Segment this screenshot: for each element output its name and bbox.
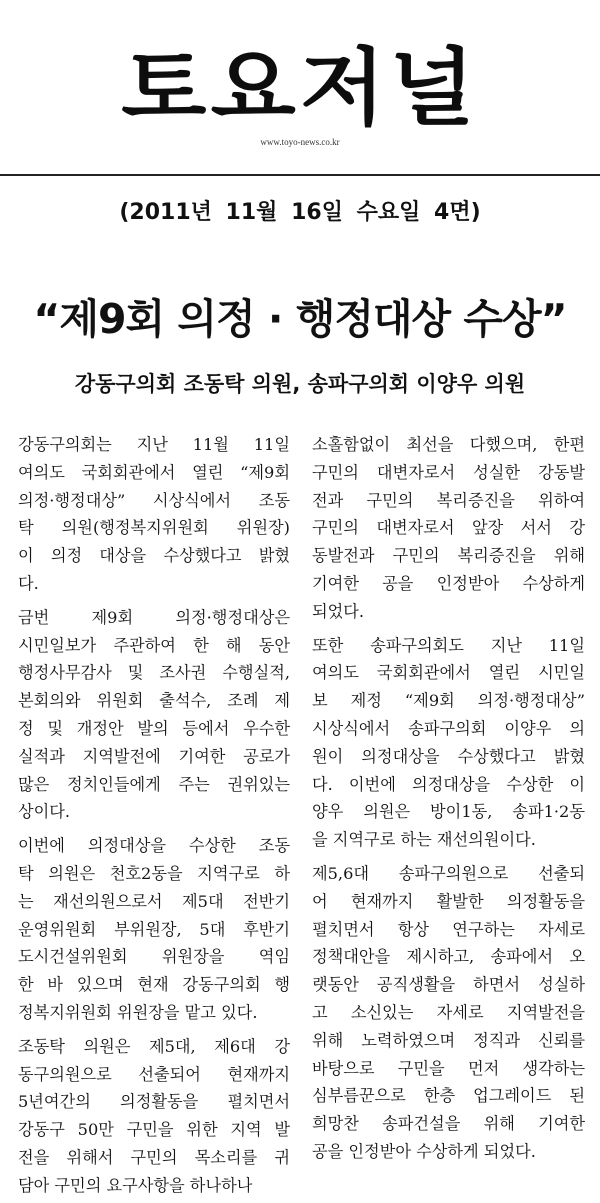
dateline: (2011년 11월 16일 수요일 4면) bbox=[119, 200, 481, 225]
article-line: 도시건설위원회 위원장을 역임 bbox=[18, 947, 290, 967]
article-line: 여의도 국회회관에서 열린 시민일 bbox=[312, 663, 585, 683]
newspaper-website: www.toyo-news.co.kr bbox=[260, 137, 340, 147]
article-line: 을 지역구로 하는 재선의원이다. bbox=[312, 830, 536, 850]
article-line: 탁 의원(행정복지위원회 위원장) bbox=[18, 518, 290, 538]
article-line: 동구의원으로 선출되어 현재까지 bbox=[18, 1064, 290, 1084]
article-line: 탁 의원은 천호2동을 지역구로 하 bbox=[18, 863, 290, 883]
article-line: 운영위원회 부위원장, 5대 후반기 bbox=[18, 919, 290, 939]
article-line: 되었다. bbox=[312, 601, 365, 621]
article-line: 시민일보가 주관하여 한 해 동안 bbox=[18, 635, 290, 655]
article-line: 고 소신있는 자세로 지역발전을 bbox=[312, 1002, 585, 1022]
article-column-right bbox=[312, 431, 585, 1166]
article-line: 랫동안 공직생활을 하면서 성실하 bbox=[312, 975, 585, 995]
article-line: 소홀함없이 최선을 다했으며, 한편 bbox=[312, 435, 585, 454]
article-headline: “제9회 의정 · 행정대상 수상” bbox=[33, 295, 567, 343]
article-line: 강동구의회는 지난 11월 11일 bbox=[18, 435, 290, 454]
article-line: 많은 정치인들에게 주는 권위있는 bbox=[18, 774, 290, 794]
article-line: 실적과 지역발전에 기여한 공로가 bbox=[18, 746, 290, 766]
masthead bbox=[0, 0, 600, 174]
article-line: 공을 인정받아 수상하게 되었다. bbox=[312, 1141, 536, 1161]
article-line: 의정·행정대상” 시상식에서 조동 bbox=[18, 490, 290, 510]
article-line: 강동구 50만 구민을 위한 지역 발 bbox=[18, 1120, 290, 1140]
article-line: 동발전과 구민의 복리증진을 위해 bbox=[312, 546, 585, 566]
article-line: 양우 의원은 방이1동, 송파1·2동 bbox=[312, 802, 585, 822]
article-column-left bbox=[18, 431, 290, 1200]
article-line: 희망찬 송파건설을 위해 기여한 bbox=[312, 1114, 585, 1134]
article-line: 다. bbox=[18, 573, 39, 593]
article-line: 이번에 의정대상을 수상한 조동 bbox=[18, 836, 290, 856]
article-subhead: 강동구의회 조동탁 의원, 송파구의회 이양우 의원 bbox=[74, 372, 526, 396]
article-line: 시상식에서 송파구의회 이양우 의 bbox=[312, 718, 585, 738]
masthead-divider bbox=[0, 174, 600, 176]
article-line: 상이다. bbox=[18, 802, 71, 822]
article-line: 바탕으로 구민을 먼저 생각하는 bbox=[312, 1058, 585, 1078]
article-line: 제5,6대 송파구의원으로 선출되 bbox=[312, 863, 585, 883]
article-line: 펼치면서 항상 연구하는 자세로 bbox=[312, 919, 585, 939]
article-line: 전과 구민의 복리증진을 위하여 bbox=[312, 490, 585, 510]
article-line: 기여한 공을 인정받아 수상하게 bbox=[312, 573, 585, 593]
article-line: 또한 송파구의회도 지난 11일 bbox=[312, 635, 585, 655]
article-line: 이 의정 대상을 수상했다고 밝혔 bbox=[18, 546, 290, 566]
article-line: 는 재선의원으로서 제5대 전반기 bbox=[18, 891, 290, 911]
article-line: 정책대안을 제시하고, 송파에서 오 bbox=[312, 947, 585, 967]
article-line: 위해 노력하였으며 정직과 신뢰를 bbox=[312, 1030, 585, 1050]
article-line: 전을 위해서 구민의 목소리를 귀 bbox=[18, 1147, 290, 1167]
article-line: 금번 제9회 의정·행정대상은 bbox=[18, 607, 290, 627]
newspaper-logo: 토요저널 bbox=[121, 39, 479, 137]
article-line: 심부름꾼으로 한층 업그레이드 된 bbox=[312, 1086, 585, 1106]
article-line: 구민의 대변자로서 앞장 서서 강 bbox=[312, 518, 585, 538]
article-line: 한 바 있으며 현재 강동구의회 행 bbox=[18, 975, 290, 995]
article-line: 조동탁 의원은 제5대, 제6대 강 bbox=[18, 1036, 290, 1056]
article-line: 담아 구민의 요구사항을 하나하나 bbox=[18, 1175, 253, 1195]
article-line: 구민의 대변자로서 성실한 강동발 bbox=[312, 462, 585, 482]
article-line: 정복지위원회 위원장을 맡고 있다. bbox=[18, 1002, 258, 1022]
article-line: 어 현재까지 활발한 의정활동을 bbox=[312, 891, 585, 911]
article-line: 보 제정 “제9회 의정·행정대상” bbox=[312, 691, 585, 711]
article-line: 행정사무감사 및 조사권 수행실적, bbox=[18, 663, 290, 683]
article-line: 정 및 개정안 발의 등에서 우수한 bbox=[18, 718, 290, 738]
article-line: 5년여간의 의정활동을 펼치면서 bbox=[18, 1092, 290, 1112]
article-line: 여의도 국회회관에서 열린 “제9회 bbox=[18, 462, 290, 482]
article-line: 원이 의정대상을 수상했다고 밝혔 bbox=[312, 746, 585, 766]
article-line: 다. 이번에 의정대상을 수상한 이 bbox=[312, 774, 585, 794]
article-line: 본회의와 위원회 출석수, 조례 제 bbox=[18, 691, 290, 711]
